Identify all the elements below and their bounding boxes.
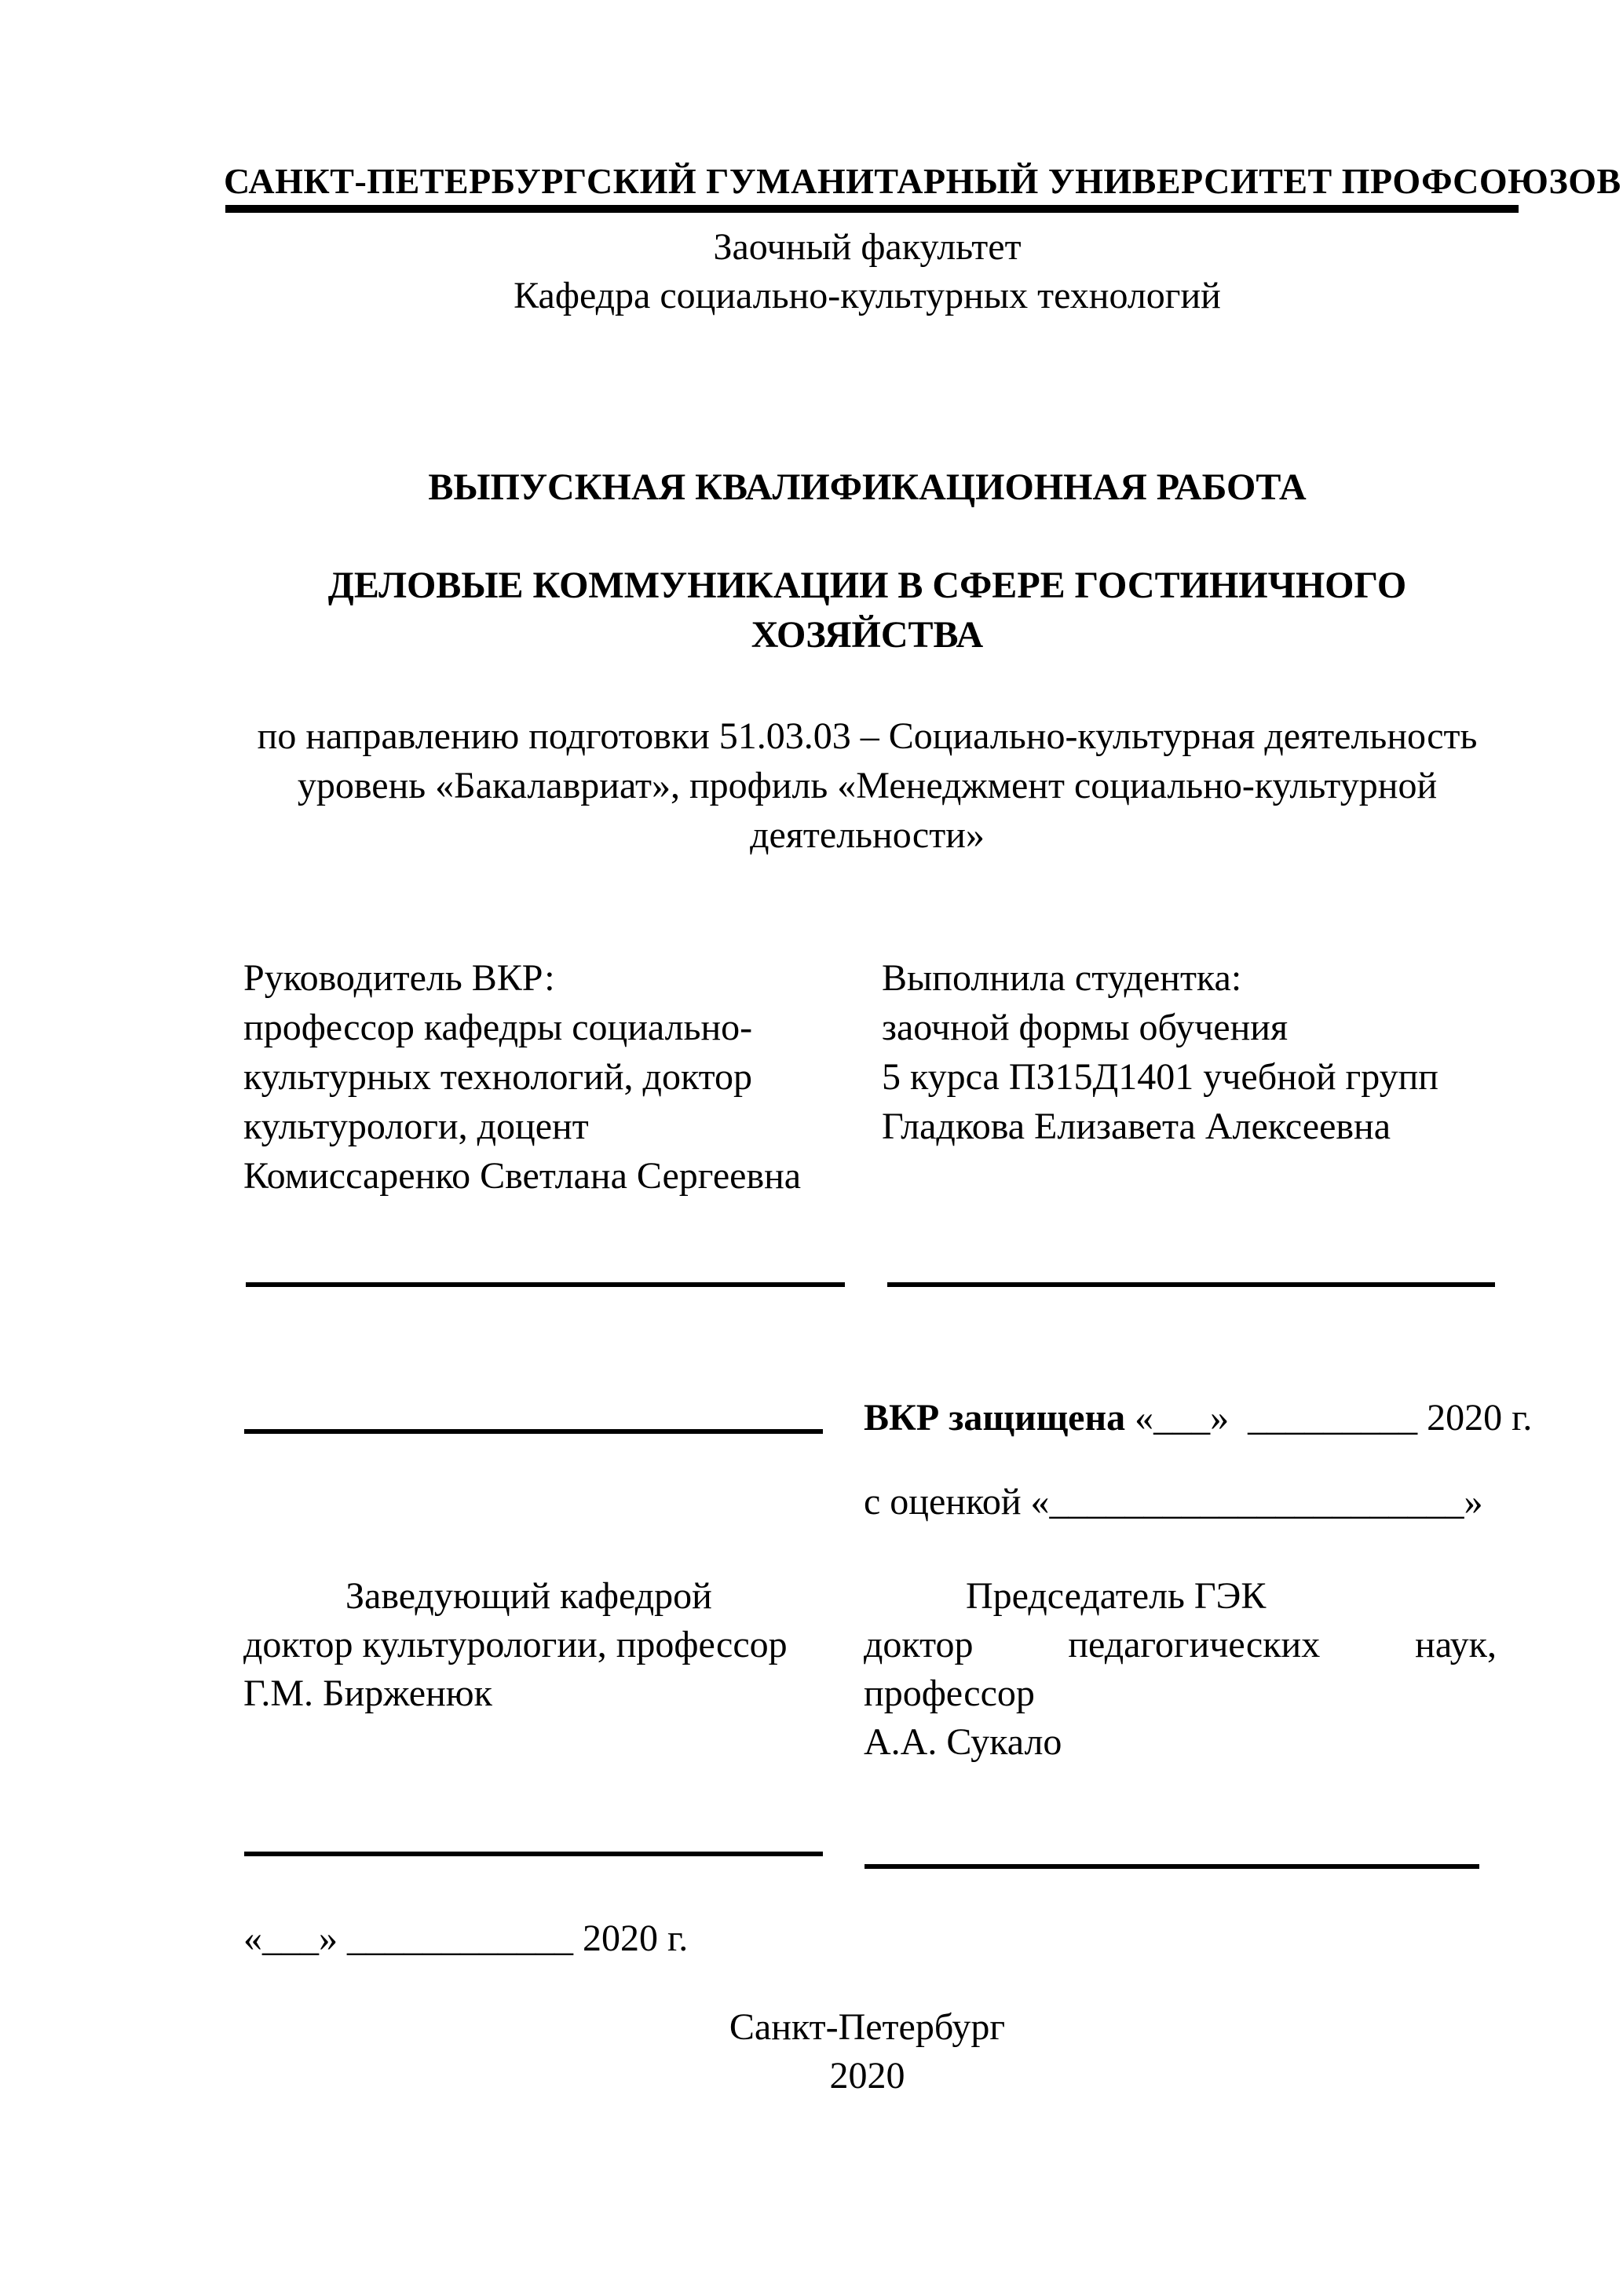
grade-line: с оценкой «______________________»	[864, 1481, 1483, 1523]
department-name: Кафедра социально-культурных технологий	[514, 275, 1221, 316]
supervisor-block	[243, 953, 864, 1201]
defense-date-line	[864, 1394, 1532, 1442]
supervisor-signature-line	[246, 1282, 845, 1287]
supervisor-line: Комиссаренко Светлана Сергеевна	[243, 1155, 802, 1197]
thesis-title	[224, 561, 1511, 660]
department-head-signature-line	[244, 1852, 823, 1856]
program-line: деятельности»	[750, 814, 985, 856]
footer-city: Санкт-Петербург	[729, 2006, 1006, 2048]
student-signature-line	[887, 1282, 1495, 1287]
date-blank-line: «___» ____________ 2020 г.	[243, 1918, 689, 1959]
department-head-degree: доктор культурологии, профессор	[243, 1624, 788, 1665]
department-head-title: Заведующий кафедрой	[345, 1575, 712, 1617]
gek-chair-rank: профессор	[864, 1673, 1035, 1714]
gek-chair-name: А.А. Сукало	[864, 1721, 1062, 1763]
gek-chair-signature-line	[865, 1864, 1479, 1869]
gek-chair-degree: доктор педагогических наук,	[864, 1624, 1497, 1665]
gek-chair-title: Председатель ГЭК	[966, 1575, 1267, 1617]
department-head-name: Г.М. Бирженюк	[243, 1673, 492, 1714]
supervisor-line: культурных технологий, доктор	[243, 1056, 752, 1098]
thesis-title-line: ДЕЛОВЫЕ КОММУНИКАЦИИ В СФЕРЕ ГОСТИНИЧНОГО	[327, 565, 1407, 606]
student-block	[882, 953, 1518, 1151]
header-rule	[225, 205, 1519, 213]
program-line: уровень «Бакалавриат», профиль «Менеджмент социально-культурной	[297, 765, 1438, 806]
supervisor-line: Руководитель ВКР:	[243, 957, 555, 999]
work-type-title: ВЫПУСКНАЯ КВАЛИФИКАЦИОННАЯ РАБОТА	[428, 466, 1307, 508]
student-line: Выполнила студентка:	[882, 957, 1242, 999]
signature-line	[244, 1429, 823, 1434]
student-line: заочной формы обучения	[882, 1007, 1289, 1048]
defense-label: ВКР защищена	[864, 1397, 1126, 1439]
program-line: по направлению подготовки 51.03.03 – Социально-культурная деятельность	[257, 715, 1478, 757]
program-description	[224, 711, 1511, 860]
student-line: 5 курса ПЗ15Д1401 учебной групп	[882, 1056, 1438, 1098]
department-head-block	[243, 1572, 852, 1718]
footer-year: 2020	[829, 2055, 905, 2097]
student-line: Гладкова Елизавета Алексеевна	[882, 1106, 1391, 1147]
faculty-name: Заочный факультет	[713, 226, 1022, 268]
thesis-title-line: ХОЗЯЙСТВА	[751, 614, 984, 656]
university-name: САНКТ-ПЕТЕРБУРГСКИЙ ГУМАНИТАРНЫЙ УНИВЕРСИТЕТ ПРОФСОЮЗОВ	[224, 161, 1621, 201]
supervisor-line: культурологи, доцент	[243, 1106, 589, 1147]
supervisor-line: профессор кафедры социально-	[243, 1007, 753, 1048]
gek-chair-block	[864, 1572, 1497, 1767]
defense-blanks: «___» _________ 2020 г.	[1125, 1397, 1533, 1439]
